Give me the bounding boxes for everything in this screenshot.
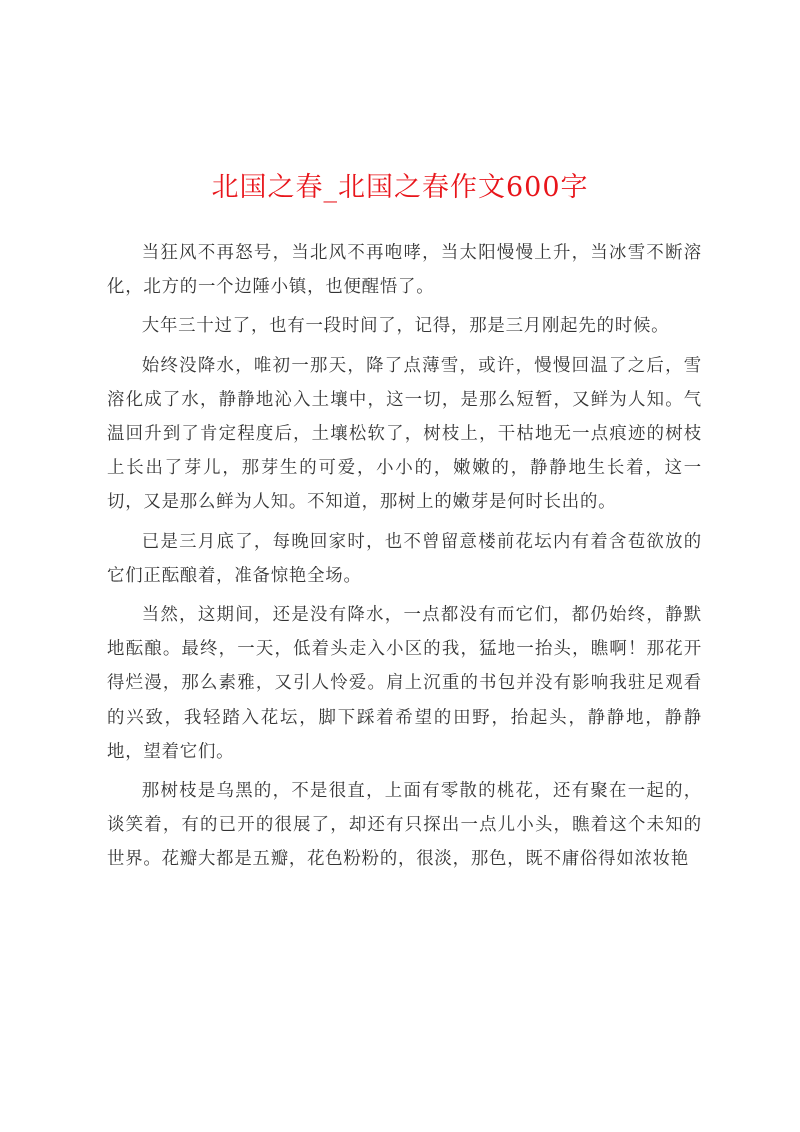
document-body: [107, 236, 702, 882]
document-title: 北国之春_北国之春作文600字: [211, 172, 589, 203]
paragraph-3: 始终没降水，唯初一那天，降了点薄雪，或许，慢慢回温了之后，雪溶化成了水，静静地沁入土壤中，这一切，是那么短暂，又鲜为人知。气温回升到了肯定程度后，土壤松软了，树枝上，干枯地无一点痕迹的树枝上长出了芽儿，那芽生的可爱，小小的，嫩嫩的，静静地生长着，这一切，又是那么鲜为人知。不知道，那树上的嫩芽是何时长出的。: [107, 355, 702, 513]
paragraph-2: 大年三十过了，也有一段时间了，记得，那是三月刚起先的时候。: [141, 316, 670, 337]
paragraph-6: 那树枝是乌黑的，不是很直，上面有零散的桃花，还有聚在一起的，谈笑着，有的已开的很展了，却还有只探出一点儿小头，瞧着这个未知的世界。花瓣大都是五瓣，花色粉粉的，很淡，那色，既不庸俗得如浓妆艳: [107, 781, 702, 870]
paragraph-1: 当狂风不再怒号，当北风不再咆哮，当太阳慢慢上升，当冰雪不断溶化，北方的一个边陲小镇，也便醒悟了。: [107, 243, 702, 298]
paragraph-5: 当然，这期间，还是没有降水，一点都没有而它们，都仍始终，静默地酝酿。最终，一天，低着头走入小区的我，猛地一抬头，瞧啊！那花开得烂漫，那么素雅，又引人怜爱。肩上沉重的书包并没有影响我驻足观看的兴致，我轻踏入花坛，脚下踩着希望的田野，抬起头，静静地，静静地，望着它们。: [107, 605, 702, 762]
paragraph-4: 已是三月底了，每晚回家时，也不曾留意楼前花坛内有着含苞欲放的它们正酝酿着，准备惊艳全场。: [107, 531, 702, 586]
